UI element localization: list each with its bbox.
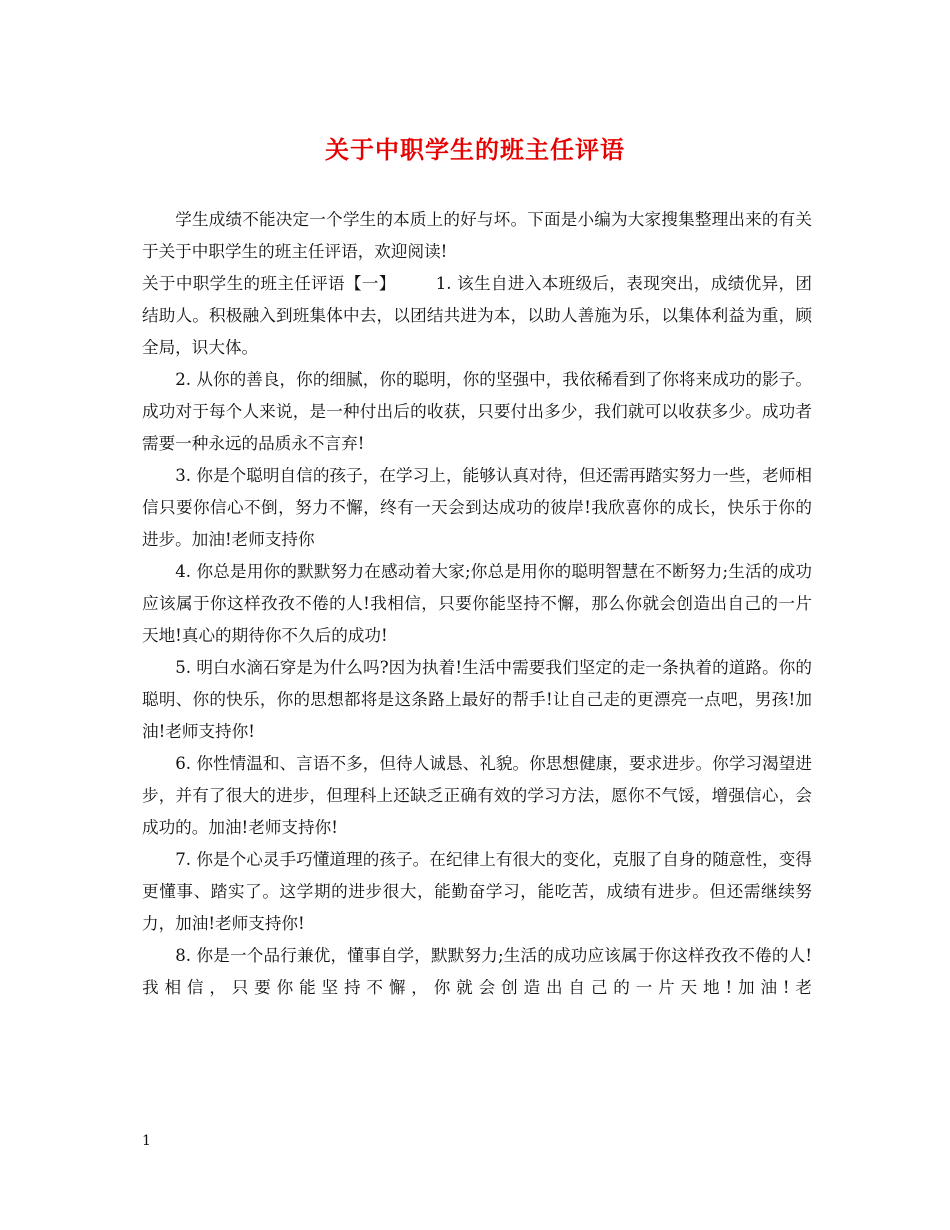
page-number: 1 (142, 1133, 151, 1149)
comment-paragraph-8: 8. 你是一个品行兼优，懂事自学，默默努力;生活的成功应该属于你这样孜孜不倦的人!我相信，只要你能坚持不懈，你就会创造出自己的一片天地!加油!老 (142, 946, 812, 997)
intro-paragraph: 学生成绩不能决定一个学生的本质上的好与坏。下面是小编为大家搜集整理出来的有关于关于中职学生的班主任评语，欢迎阅读! (142, 210, 812, 261)
section-heading: 关于中职学生的班主任评语【一】 (142, 274, 396, 293)
comment-paragraph-6: 6. 你性情温和、言语不多，但待人诚恳、礼貌。你思想健康，要求进步。你学习渴望进步，并有了很大的进步，但理科上还缺乏正确有效的学习方法，愿你不气馁，增强信心，会成功的。加油!老师支持你! (142, 754, 812, 837)
section-heading-paragraph (142, 268, 812, 364)
comment-paragraph-3: 3. 你是个聪明自信的孩子，在学习上，能够认真对待，但还需再踏实努力一些，老师相信只要你信心不倒，努力不懈，终有一天会到达成功的彼岸!我欣喜你的成长，快乐于你的进步。加油!老师支持你 (142, 466, 812, 549)
document-title: 关于中职学生的班主任评语 (325, 135, 625, 164)
comment-paragraph-4: 4. 你总是用你的默默努力在感动着大家;你总是用你的聪明智慧在不断努力;生活的成功应该属于你这样孜孜不倦的人!我相信，只要你能坚持不懈，那么你就会创造出自己的一片天地!真心的期待你不久后的成功! (142, 562, 812, 645)
comment-paragraph-7: 7. 你是个心灵手巧懂道理的孩子。在纪律上有很大的变化，克服了自身的随意性，变得更懂事、踏实了。这学期的进步很大，能勤奋学习，能吃苦，成绩有进步。但还需继续努力，加油!老师支持你! (142, 850, 812, 933)
comment-paragraph-1: 1. 该生自进入本班级后，表现突出，成绩优异，团结助人。积极融入到班集体中去，以团结共进为本，以助人善施为乐，以集体利益为重，顾全局，识大体。 (142, 274, 813, 357)
comment-paragraph-5: 5. 明白水滴石穿是为什么吗?因为执着!生活中需要我们坚定的走一条执着的道路。你的聪明、你的快乐，你的思想都将是这条路上最好的帮手!让自己走的更漂亮一点吧，男孩!加油!老师支持你! (142, 658, 812, 741)
comment-paragraph-2: 2. 从你的善良，你的细腻，你的聪明，你的坚强中，我依稀看到了你将来成功的影子。成功对于每个人来说，是一种付出后的收获，只要付出多少，我们就可以收获多少。成功者需要一种永远的品质永不言弃! (142, 370, 812, 453)
document-body (142, 204, 812, 1004)
